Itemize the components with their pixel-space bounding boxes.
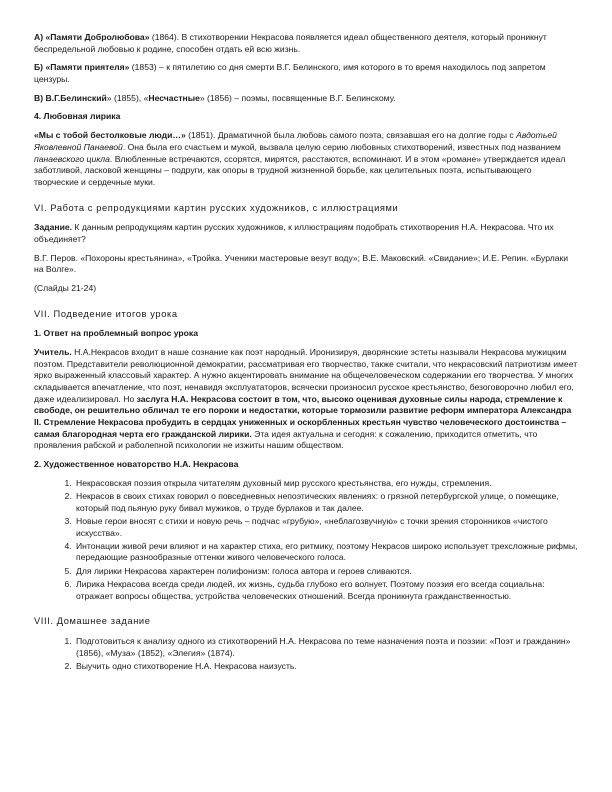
item-v-title1: В.Г.Белинский (45, 92, 107, 103)
item-b-title: «Памяти приятеля» (45, 62, 130, 73)
section-7-sub-1: 1. Ответ на проблемный вопрос урока (34, 328, 198, 339)
section-6-title: VI. Работа с репродукциями картин русских художников, с иллюстрациями (34, 202, 399, 213)
section-8-title: VIII. Домашнее задание (34, 616, 151, 627)
item-v-text: » (1856) – поэмы, посвященные В.Г. Белинскому. (199, 92, 396, 103)
list-item: 2. Некрасов в своих стихах говорил о повседневных непоэтических явлениях: о грязной петербургской улице, о помещике, который под пьяную руку бивал мужиков, о труде бурлаков и так далее. (74, 491, 578, 514)
love-lyrics-paragraph (34, 130, 578, 188)
section-7-sub-2: 2. Художественное новаторство Н.А. Некрасова (34, 459, 239, 470)
list-item: 6. Лирика Некрасова всегда среди людей, их жизнь, судьба глубоко его волнует. Поэтому поэзия его всегда социальна: отражает вопросы общества, устройства человеческих отношений. Всегда проникнута гражданственностью. (74, 579, 578, 602)
list-item: 3. Новые герои вносят с стихи и новую речь – подчас «грубую», «неблагозвучную» с точки зрения сторонников «чистого искусства». (74, 516, 578, 539)
item-b-text: (1853) – к пятилетию со дня смерти В.Г. Белинского, имя которого в то время находилось под запретом цензуры. (34, 62, 546, 85)
list-item: 4. Интонации живой речи влияют и на характер стиха, его ритмику, поэтому Некрасов широко использует трехсложные рифмы, передающие разнообразные оттенки живого человеческого голоса. (74, 541, 578, 564)
paintings-list: В.Г. Перов. «Похороны крестьянина», «Тройка. Ученики мастеровые везут воду»; В.Е. Маковский. «Свидание»; И.Е. Репин. «Бурлаки на Волге». (34, 252, 569, 275)
item-a-text: (1864). В стихотворении Некрасова появляется идеал общественного деятеля, который проникнут беспредельной любовью к родине, способен отдать ей всю жизнь. (34, 32, 547, 54)
teacher-text: Н.А.Некрасов входит в наше сознание как поэт народный. Иронизируя, дворянские эстеты называли Некрасова мужицким поэтом. Представители революционной демократии, рассматривая его творчество, также считали, что некрасовский патриотизм имеет ярко выраженный классовый характер. А нужно акцентировать внимание на общечеловеческом содержании его творчества. У многих складывается впечатление, что поэт, ненавидя эксплуататоров, всячески произносил русское крестьянство, безоговорочно любил его, даже идеализировал. Но (34, 346, 578, 404)
item-v-title2: Несчастные (148, 92, 200, 103)
love-text-1: (1851). Драматичной была любовь самого поэта, связавшая его на долгие годы с (185, 130, 517, 141)
section-6-task (34, 222, 578, 245)
item-a-title: «Памяти Добролюбова» (45, 32, 150, 42)
task-label: Задание. (34, 222, 73, 233)
teacher-paragraph (34, 347, 578, 452)
love-lyrics-heading: 4. Любовная лирика (34, 111, 121, 122)
section-7-title: VII. Подведение итогов урока (34, 308, 178, 319)
teacher-label: Учитель. (34, 346, 72, 357)
item-b-label: Б) (34, 62, 44, 73)
item-v (34, 93, 578, 105)
item-v-mid: » (1855), « (106, 92, 149, 103)
slides-ref: (Слайды 21-24) (34, 282, 97, 293)
list-item: 2. Выучить одно стихотворение Н.А. Некрасова наизусть. (74, 661, 578, 673)
list-item: 5. Для лирики Некрасова характерен полифонизм: голоса автора и героев сливаются. (74, 566, 578, 578)
teacher-end: Эта идея актуальна и сегодня: к сожалению, приходится отметить, что проявления рабской и раболепной психологии не изжиты нашим обществом. (34, 428, 538, 451)
love-text-2: . Она была его счастьем и мукой, вызвала целую серию любовных стихотворений, известных под названием (122, 141, 561, 152)
item-a (34, 32, 578, 55)
love-text-3: . Влюбленные встречаются, ссорятся, мирятся, расстаются, вспоминают. И в этом «романе» утверждается идеал заботливой, ласковой женщины – подруги, как опоры в трудной жизненной борьбе, как целительных поэта, испытывающего творческие и сердечные муки. (34, 153, 566, 187)
innovation-list (34, 478, 578, 602)
love-poem-title: «Мы с тобой бестолковые люди…» (34, 130, 186, 141)
love-name: Авдотьей Яковлевной Панаевой (34, 130, 557, 152)
item-v-label: В) (34, 92, 44, 103)
task-text: К данным репродукциям картин русских художников, к иллюстрациям подобрать стихотворения Н.А. Некрасова. Что их объединяет? (34, 222, 554, 244)
item-b (34, 62, 578, 85)
list-item: 1. Некрасовская поэзия открыла читателям духовный мир русского крестьянства, его нужды, стремления. (74, 478, 578, 490)
love-cycle: панаевского цикла (34, 153, 110, 164)
item-a-label: А) (34, 32, 44, 42)
homework-list (34, 636, 578, 673)
teacher-bold: заслуга Н.А. Некрасова состоит в том, что, высоко оценивая духовные силы народа, стремление к свободе, он решительно обличал те его пороки и недостатки, которые тормозили развитие реформ императора Александра II. Стремление Некрасова пробудить в сердцах униженных и оскорбленных крестьян чувство человеческого достоинства – самая благородная черта его гражданской лирики. (34, 393, 572, 439)
list-item: 1. Подготовиться к анализу одного из стихотворений Н.А. Некрасова по теме назначения поэта и поэзии: «Поэт и гражданин» (1856), «Муза» (1852), «Элегия» (1874). (74, 636, 578, 659)
